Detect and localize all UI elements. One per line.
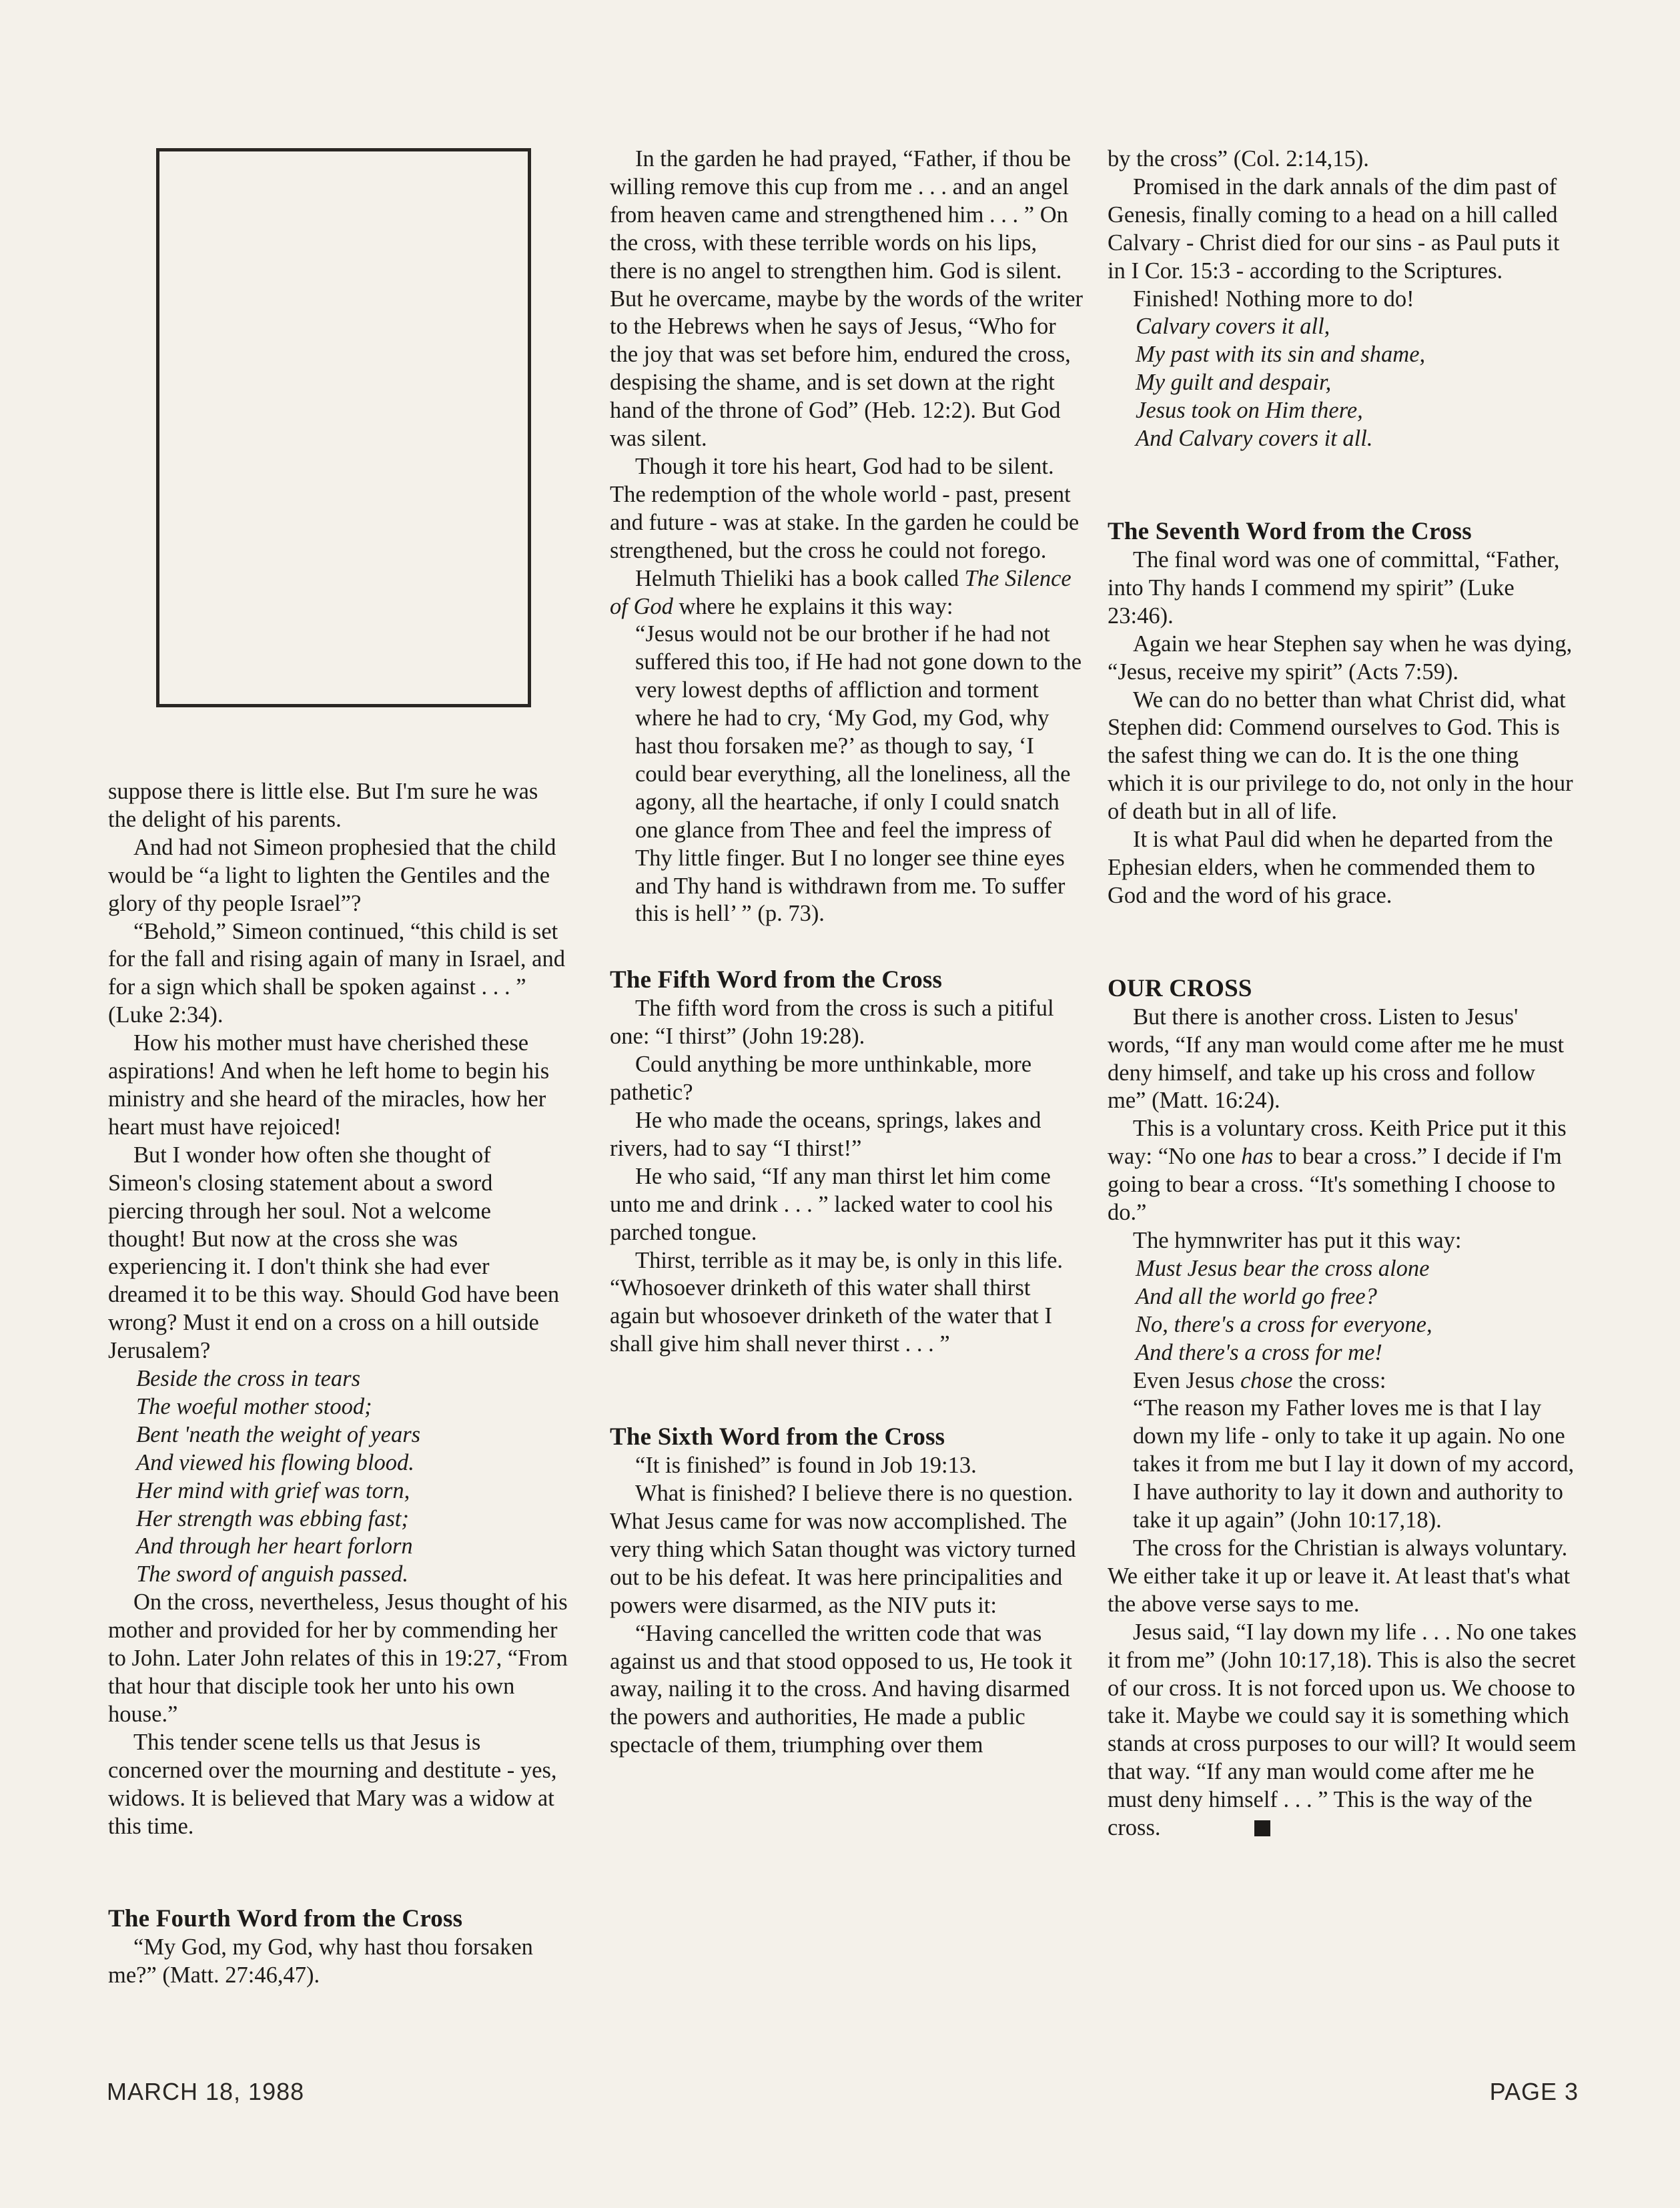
footer-page-number: PAGE 3 bbox=[1489, 2078, 1579, 2105]
text: This is a voluntary cross. Keith Price put it this way: “No one bbox=[1108, 1116, 1567, 1170]
footer-date: MARCH 18, 1988 bbox=[107, 2078, 305, 2105]
heading-sixth-word: The Sixth Word from the Cross bbox=[610, 1423, 945, 1451]
poem-line: Bent 'neath the weight of years bbox=[136, 1421, 421, 1447]
heading-seventh-word: The Seventh Word from the Cross bbox=[1108, 517, 1472, 545]
emphasis: has bbox=[1241, 1144, 1274, 1170]
paragraph: But there is another cross. Listen to Jesus' words, “If any man would come after me he must deny himself, and take up his cross and follow me” (Matt. 16:24). bbox=[1108, 1004, 1565, 1114]
poem-line: The woeful mother stood; bbox=[136, 1393, 372, 1419]
paragraph: Could anything be more unthinkable, more pathetic? bbox=[610, 1052, 1032, 1106]
heading-fifth-word: The Fifth Word from the Cross bbox=[610, 966, 943, 994]
paragraph: It is what Paul did when he departed from the Ephesian elders, when he commended them to God and the word of his grace. bbox=[1108, 827, 1553, 908]
poem-line: Jesus took on Him there, bbox=[1136, 398, 1363, 424]
paragraph: Thirst, terrible as it may be, is only in this life. “Whosoever drinketh of this water shall thirst again but whosoever drinketh of the water that I shall give him shall never thirst . . . ” bbox=[610, 1247, 1064, 1357]
text: Even Jesus bbox=[1133, 1367, 1235, 1393]
poem-line: Beside the cross in tears bbox=[136, 1366, 361, 1392]
poem-line: And all the world go free? bbox=[1136, 1283, 1377, 1309]
paragraph: The final word was one of committal, “Father, into Thy hands I commend my spirit” (Luke 23:46). bbox=[1108, 546, 1560, 629]
paragraph: On the cross, nevertheless, Jesus thought of his mother and provided for her by commending her to John. Later John relates of this in 19:27, “From that hour that disciple took her unto his own house.” bbox=[108, 1589, 568, 1727]
paragraph bbox=[610, 565, 1084, 621]
poem-line: Her mind with grief was torn, bbox=[136, 1477, 410, 1503]
poem-line: No, there's a cross for everyone, bbox=[1136, 1311, 1432, 1337]
paragraph: This tender scene tells us that Jesus is concerned over the mourning and destitute - yes, widows. It is believed that Mary was a widow at this time. bbox=[108, 1729, 557, 1839]
paragraph: We can do no better than what Christ did, what Stephen did: Commend ourselves to God. This is the safest thing we can do. It is the one thing which it is our privilege to do, not only in the hour of death but in all of life. bbox=[1108, 687, 1573, 825]
paragraph bbox=[1108, 1367, 1579, 1395]
text: Helmuth Thieliki has a book called bbox=[635, 565, 959, 591]
paragraph: In the garden he had prayed, “Father, if thou be willing remove this cup from me . . . and an angel from heaven came and strengthened him . . . ” On the cross, with these terrible words on his lips, there is no angel to strengthen him. God is silent. But he overcame, maybe by the words of the writer to the Hebrews when he says of Jesus, “Who for the joy that was set before him, endured the cross, despising the shame, and is set down at the right hand of the throne of God” (Heb. 12:2). But God was silent. bbox=[610, 146, 1083, 452]
paragraph bbox=[1108, 1115, 1579, 1227]
poem-line: Must Jesus bear the cross alone bbox=[1136, 1255, 1430, 1281]
paragraph: The cross for the Christian is always voluntary. We either take it up or leave it. At least that's what the above verse says to me. bbox=[1108, 1535, 1571, 1617]
quote-text: “The reason my Father loves me is that I lay down my life - only to take it up again. No one takes it from me but I lay it down of my accord, I have authority to lay it down and authority to take it up again” (John 10:17,18). bbox=[1133, 1395, 1575, 1533]
text: where he explains it this way: bbox=[679, 593, 953, 619]
poem-line: My past with its sin and shame, bbox=[1136, 342, 1426, 368]
column-1 bbox=[108, 778, 568, 1990]
paragraph: “My God, my God, why hast thou forsaken me?” (Matt. 27:46,47). bbox=[108, 1934, 533, 1988]
paragraph bbox=[1108, 1619, 1579, 1842]
paragraph: by the cross” (Col. 2:14,15). bbox=[1108, 146, 1369, 171]
paragraph: Finished! Nothing more to do! bbox=[1133, 286, 1414, 312]
block-quote bbox=[635, 621, 1084, 928]
block-quote bbox=[1133, 1395, 1579, 1535]
paragraph: He who said, “If any man thirst let him come unto me and drink . . . ” lacked water to cool his parched tongue. bbox=[610, 1163, 1053, 1245]
poem-line: Calvary covers it all, bbox=[1136, 314, 1330, 340]
end-mark-icon bbox=[1254, 1820, 1270, 1836]
poem-line: And viewed his flowing blood. bbox=[136, 1449, 414, 1475]
text: the cross: bbox=[1298, 1367, 1386, 1393]
poem-line: And there's a cross for me! bbox=[1136, 1339, 1382, 1365]
poem-line: And Calvary covers it all. bbox=[1136, 426, 1373, 452]
paragraph: How his mother must have cherished these aspirations! And when he left home to begin his ministry and she heard of the miracles, how her heart must have rejoiced! bbox=[108, 1030, 550, 1140]
paragraph: The fifth word from the cross is such a pitiful one: “I thirst” (John 19:28). bbox=[610, 996, 1054, 1050]
quote-text: “Jesus would not be our brother if he had not suffered this too, if He had not gone down to the very lowest depths of affliction and torment where he had to cry, ‘My God, my God, why hast thou forsaken me?’ as though to say, ‘I could bear everything, all the loneliness, all the agony, all the heartache, if only I could snatch one glance from Thee and feel the impress of Thy little finger. But I no longer see thine eyes and Thy hand is withdrawn from me. To suffer this is hell’ ” (p. 73). bbox=[635, 621, 1082, 927]
paragraph: “It is finished” is found in Job 19:13. bbox=[635, 1453, 977, 1479]
heading-our-cross: OUR CROSS bbox=[1108, 974, 1252, 1002]
block-quote: “Having cancelled the written code that was against us and that stood opposed to us, He took it away, nailing it to the cross. And having disarmed the powers and authorities, He made a public spectacle of them, triumphing over them bbox=[610, 1620, 1072, 1758]
book-title: The Silence of God bbox=[610, 565, 1072, 619]
column-3 bbox=[1108, 145, 1579, 1842]
text: Jesus said, “I lay down my life . . . No one takes it from me” (John 10:17,18). This is also the secret of our cross. It is not forced upon us. We choose to take it. Maybe we could say it is something which stands at cross purposes to our will? It would seem that way. “If any man would come after me he must deny himself . . . ” This is the way of the cross. bbox=[1108, 1619, 1577, 1841]
poem-line: The sword of anguish passed. bbox=[136, 1561, 408, 1587]
paragraph: What is finished? I believe there is no question. What Jesus came for was now accomplished. The very thing which Satan thought was victory turned out to be his defeat. It was here principalities and powers were disarmed, as the NIV puts it: bbox=[610, 1481, 1076, 1618]
poem-mother bbox=[136, 1365, 568, 1589]
emphasis: chose bbox=[1240, 1367, 1293, 1393]
heading-fourth-word: The Fourth Word from the Cross bbox=[108, 1905, 463, 1933]
paragraph: Promised in the dark annals of the dim past of Genesis, finally coming to a head on a hill called Calvary - Christ died for our sins - as Paul puts it in I Cor. 15:3 - according to the Scriptures. bbox=[1108, 173, 1560, 284]
photo-frame bbox=[156, 148, 531, 707]
poem-hymn bbox=[1136, 1255, 1579, 1367]
paragraph: And had not Simeon prophesied that the child would be “a light to lighten the Gentiles and the glory of thy people Israel”? bbox=[108, 834, 556, 916]
poem-line: Her strength was ebbing fast; bbox=[136, 1505, 409, 1531]
paragraph: “Behold,” Simeon continued, “this child is set for the fall and rising again of many in Israel, and for a sign which shall be spoken against . . . ” (Luke 2:34). bbox=[108, 918, 565, 1028]
poem-line: And through her heart forlorn bbox=[136, 1533, 413, 1559]
paragraph: But I wonder how often she thought of Simeon's closing statement about a sword piercing through her soul. Not a welcome thought! But now at the cross she was experiencing it. I don't think she had ever dreamed it to be this way. Should God have been wrong? Must it end on a cross on a hill outside Jerusalem? bbox=[108, 1142, 560, 1364]
text: to bear a cross.” I decide if I'm going to bear a cross. “It's something I choose to do.” bbox=[1108, 1144, 1562, 1226]
poem-line: My guilt and despair, bbox=[1136, 370, 1332, 396]
paragraph: He who made the oceans, springs, lakes and rivers, had to say “I thirst!” bbox=[610, 1108, 1041, 1161]
paragraph: Though it tore his heart, God had to be silent. The redemption of the whole world - past, present and future - was at stake. In the garden he could be strengthened, but the cross he could not forego. bbox=[610, 453, 1080, 563]
column-2 bbox=[610, 145, 1084, 1760]
paragraph: Again we hear Stephen say when he was dying, “Jesus, receive my spirit” (Acts 7:59). bbox=[1108, 631, 1573, 685]
paragraph: The hymnwriter has put it this way: bbox=[1133, 1228, 1462, 1253]
paragraph: suppose there is little else. But I'm sure he was the delight of his parents. bbox=[108, 779, 538, 832]
poem-calvary bbox=[1136, 313, 1579, 453]
